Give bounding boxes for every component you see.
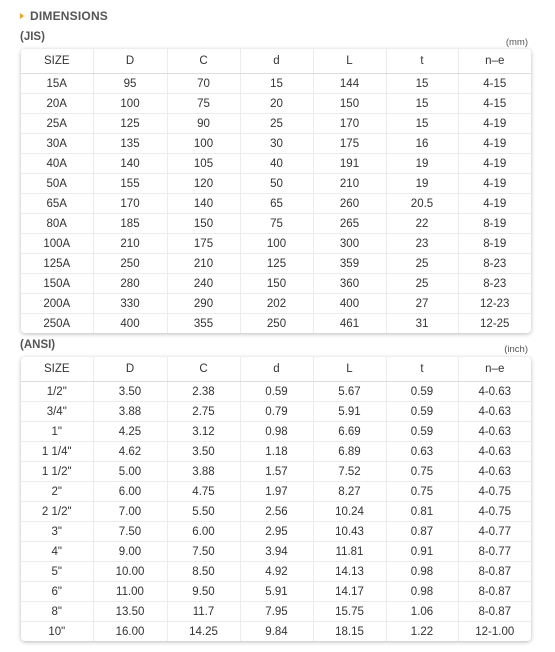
table-cell: 12-23 <box>458 294 531 314</box>
table-cell: 240 <box>167 274 240 294</box>
table-cell: 3.88 <box>93 402 167 422</box>
table-row <box>21 422 531 442</box>
table-cell: 4-19 <box>458 114 531 134</box>
table-row <box>21 154 531 174</box>
table-cell: 2.75 <box>167 402 240 422</box>
table-cell: 4-19 <box>458 134 531 154</box>
size-cell: 100A <box>21 234 93 254</box>
table-cell: 7.50 <box>93 522 167 542</box>
table-cell: 6.00 <box>167 522 240 542</box>
table-cell: 14.25 <box>167 622 240 642</box>
table-cell: 155 <box>93 174 167 194</box>
table-cell: 144 <box>313 74 386 94</box>
table-cell: 15 <box>386 114 458 134</box>
column-header: L <box>313 49 386 74</box>
table-cell: 50 <box>240 174 313 194</box>
table-cell: 120 <box>167 174 240 194</box>
table-cell: 1.18 <box>240 442 313 462</box>
table-cell: 5.91 <box>240 582 313 602</box>
column-header: D <box>93 49 167 74</box>
size-cell: 10" <box>21 622 93 642</box>
ansi-dimensions-table <box>21 357 531 641</box>
table-cell: 7.00 <box>93 502 167 522</box>
table-row <box>21 74 531 94</box>
table-cell: 100 <box>167 134 240 154</box>
table-row <box>21 94 531 114</box>
column-header: SIZE <box>21 357 93 382</box>
table-cell: 4.25 <box>93 422 167 442</box>
table-cell: 4.92 <box>240 562 313 582</box>
table-cell: 12-1.00 <box>458 622 531 642</box>
table-cell: 0.98 <box>386 582 458 602</box>
table-row <box>21 562 531 582</box>
table-cell: 15 <box>386 74 458 94</box>
size-cell: 8" <box>21 602 93 622</box>
table-cell: 3.12 <box>167 422 240 442</box>
table-cell: 9.84 <box>240 622 313 642</box>
table-cell: 4-0.75 <box>458 482 531 502</box>
page-title: DIMENSIONS <box>30 9 109 23</box>
table-cell: 125 <box>240 254 313 274</box>
table-cell: 265 <box>313 214 386 234</box>
table-cell: 20 <box>240 94 313 114</box>
table-cell: 0.81 <box>386 502 458 522</box>
column-header: L <box>313 357 386 382</box>
table-cell: 31 <box>386 314 458 334</box>
table-row <box>21 522 531 542</box>
table-cell: 90 <box>167 114 240 134</box>
jis-unit-label: (mm) <box>505 37 528 48</box>
table-cell: 210 <box>313 174 386 194</box>
column-header: d <box>240 49 313 74</box>
table-cell: 400 <box>93 314 167 334</box>
table-cell: 0.98 <box>386 562 458 582</box>
table-cell: 0.63 <box>386 442 458 462</box>
table-cell: 75 <box>167 94 240 114</box>
table-cell: 75 <box>240 214 313 234</box>
table-cell: 4-0.63 <box>458 442 531 462</box>
table-cell: 0.59 <box>386 402 458 422</box>
table-cell: 0.59 <box>386 422 458 442</box>
table-cell: 65 <box>240 194 313 214</box>
column-header: D <box>93 357 167 382</box>
ansi-unit-label: (inch) <box>504 344 528 355</box>
table-cell: 6.00 <box>93 482 167 502</box>
table-cell: 4-0.63 <box>458 462 531 482</box>
table-cell: 4-19 <box>458 194 531 214</box>
table-cell: 0.59 <box>386 382 458 402</box>
table-cell: 1.57 <box>240 462 313 482</box>
table-row <box>21 254 531 274</box>
table-row <box>21 214 531 234</box>
table-cell: 0.98 <box>240 422 313 442</box>
table-row <box>21 134 531 154</box>
table-cell: 30 <box>240 134 313 154</box>
column-header: t <box>386 357 458 382</box>
table-cell: 95 <box>93 74 167 94</box>
table-cell: 125 <box>93 114 167 134</box>
table-cell: 4-15 <box>458 94 531 114</box>
table-cell: 0.59 <box>240 382 313 402</box>
size-cell: 5" <box>21 562 93 582</box>
size-cell: 2" <box>21 482 93 502</box>
table-cell: 16 <box>386 134 458 154</box>
table-cell: 175 <box>167 234 240 254</box>
table-cell: 355 <box>167 314 240 334</box>
table-cell: 7.95 <box>240 602 313 622</box>
table-cell: 4-0.77 <box>458 522 531 542</box>
size-cell: 125A <box>21 254 93 274</box>
size-cell: 30A <box>21 134 93 154</box>
ansi-table-card <box>21 357 531 641</box>
size-cell: 50A <box>21 174 93 194</box>
size-cell: 200A <box>21 294 93 314</box>
table-cell: 12-25 <box>458 314 531 334</box>
table-cell: 0.91 <box>386 542 458 562</box>
table-cell: 20.5 <box>386 194 458 214</box>
jis-section-label: (JIS) <box>20 31 45 43</box>
size-cell: 2 1/2" <box>21 502 93 522</box>
table-cell: 5.00 <box>93 462 167 482</box>
table-cell: 25 <box>386 254 458 274</box>
table-cell: 170 <box>313 114 386 134</box>
table-row <box>21 314 531 334</box>
table-row <box>21 382 531 402</box>
table-row <box>21 482 531 502</box>
table-cell: 8.50 <box>167 562 240 582</box>
table-cell: 2.95 <box>240 522 313 542</box>
table-row <box>21 294 531 314</box>
table-cell: 3.50 <box>93 382 167 402</box>
table-cell: 4-0.63 <box>458 382 531 402</box>
table-cell: 23 <box>386 234 458 254</box>
table-cell: 5.91 <box>313 402 386 422</box>
table-row <box>21 234 531 254</box>
table-header-row <box>21 357 531 382</box>
table-cell: 7.52 <box>313 462 386 482</box>
bullet-icon <box>20 13 24 19</box>
column-header: n–e <box>458 49 531 74</box>
table-cell: 8-19 <box>458 214 531 234</box>
size-cell: 80A <box>21 214 93 234</box>
table-header-row <box>21 49 531 74</box>
table-cell: 10.24 <box>313 502 386 522</box>
table-row <box>21 502 531 522</box>
table-cell: 19 <box>386 154 458 174</box>
ansi-section-label: (ANSI) <box>20 339 56 351</box>
size-cell: 20A <box>21 94 93 114</box>
table-row <box>21 442 531 462</box>
table-cell: 2.56 <box>240 502 313 522</box>
table-cell: 11.00 <box>93 582 167 602</box>
table-cell: 210 <box>167 254 240 274</box>
table-cell: 4-15 <box>458 74 531 94</box>
size-cell: 4" <box>21 542 93 562</box>
column-header: d <box>240 357 313 382</box>
size-cell: 25A <box>21 114 93 134</box>
table-cell: 19 <box>386 174 458 194</box>
table-cell: 0.79 <box>240 402 313 422</box>
table-cell: 150 <box>240 274 313 294</box>
table-cell: 14.13 <box>313 562 386 582</box>
table-cell: 170 <box>93 194 167 214</box>
table-cell: 0.75 <box>386 482 458 502</box>
table-cell: 11.7 <box>167 602 240 622</box>
table-cell: 140 <box>93 154 167 174</box>
table-cell: 8.27 <box>313 482 386 502</box>
table-cell: 15.75 <box>313 602 386 622</box>
table-cell: 8-19 <box>458 234 531 254</box>
table-cell: 3.88 <box>167 462 240 482</box>
table-cell: 330 <box>93 294 167 314</box>
table-cell: 8-23 <box>458 274 531 294</box>
table-row <box>21 174 531 194</box>
table-cell: 150 <box>167 214 240 234</box>
table-cell: 3.50 <box>167 442 240 462</box>
table-cell: 210 <box>93 234 167 254</box>
table-cell: 290 <box>167 294 240 314</box>
table-cell: 10.43 <box>313 522 386 542</box>
table-row <box>21 274 531 294</box>
table-cell: 15 <box>386 94 458 114</box>
table-cell: 4.62 <box>93 442 167 462</box>
size-cell: 40A <box>21 154 93 174</box>
table-cell: 14.17 <box>313 582 386 602</box>
table-cell: 280 <box>93 274 167 294</box>
table-cell: 359 <box>313 254 386 274</box>
table-cell: 40 <box>240 154 313 174</box>
table-cell: 5.67 <box>313 382 386 402</box>
size-cell: 250A <box>21 314 93 334</box>
size-cell: 65A <box>21 194 93 214</box>
table-row <box>21 582 531 602</box>
table-cell: 8-0.87 <box>458 602 531 622</box>
size-cell: 6" <box>21 582 93 602</box>
table-cell: 100 <box>240 234 313 254</box>
table-cell: 10.00 <box>93 562 167 582</box>
table-cell: 1.97 <box>240 482 313 502</box>
table-cell: 0.87 <box>386 522 458 542</box>
table-cell: 4.75 <box>167 482 240 502</box>
table-cell: 202 <box>240 294 313 314</box>
size-cell: 150A <box>21 274 93 294</box>
table-row <box>21 402 531 422</box>
table-row <box>21 602 531 622</box>
table-cell: 4-0.63 <box>458 422 531 442</box>
table-cell: 18.15 <box>313 622 386 642</box>
table-cell: 5.50 <box>167 502 240 522</box>
table-row <box>21 542 531 562</box>
table-cell: 8-23 <box>458 254 531 274</box>
table-cell: 4-19 <box>458 154 531 174</box>
column-header: n–e <box>458 357 531 382</box>
table-cell: 135 <box>93 134 167 154</box>
table-cell: 2.38 <box>167 382 240 402</box>
size-cell: 1 1/2" <box>21 462 93 482</box>
table-cell: 191 <box>313 154 386 174</box>
size-cell: 3" <box>21 522 93 542</box>
table-cell: 250 <box>93 254 167 274</box>
table-cell: 9.50 <box>167 582 240 602</box>
size-cell: 1/2" <box>21 382 93 402</box>
table-cell: 4-0.75 <box>458 502 531 522</box>
table-cell: 25 <box>386 274 458 294</box>
table-cell: 11.81 <box>313 542 386 562</box>
table-cell: 8-0.87 <box>458 562 531 582</box>
table-cell: 27 <box>386 294 458 314</box>
table-cell: 400 <box>313 294 386 314</box>
table-cell: 175 <box>313 134 386 154</box>
table-cell: 25 <box>240 114 313 134</box>
table-cell: 70 <box>167 74 240 94</box>
column-header: SIZE <box>21 49 93 74</box>
table-row <box>21 194 531 214</box>
table-row <box>21 462 531 482</box>
size-cell: 15A <box>21 74 93 94</box>
table-cell: 6.89 <box>313 442 386 462</box>
size-cell: 1 1/4" <box>21 442 93 462</box>
column-header: C <box>167 49 240 74</box>
column-header: C <box>167 357 240 382</box>
table-cell: 1.22 <box>386 622 458 642</box>
table-cell: 150 <box>313 94 386 114</box>
table-cell: 185 <box>93 214 167 234</box>
table-cell: 4-19 <box>458 174 531 194</box>
table-cell: 100 <box>93 94 167 114</box>
table-cell: 8-0.77 <box>458 542 531 562</box>
table-cell: 6.69 <box>313 422 386 442</box>
table-cell: 7.50 <box>167 542 240 562</box>
table-cell: 16.00 <box>93 622 167 642</box>
table-cell: 15 <box>240 74 313 94</box>
jis-table-card <box>21 49 531 333</box>
size-cell: 1" <box>21 422 93 442</box>
table-cell: 1.06 <box>386 602 458 622</box>
jis-dimensions-table <box>21 49 531 333</box>
table-row <box>21 622 531 642</box>
table-cell: 250 <box>240 314 313 334</box>
table-cell: 300 <box>313 234 386 254</box>
table-cell: 260 <box>313 194 386 214</box>
page-heading <box>20 9 108 23</box>
table-cell: 8-0.87 <box>458 582 531 602</box>
table-row <box>21 114 531 134</box>
table-cell: 140 <box>167 194 240 214</box>
table-cell: 9.00 <box>93 542 167 562</box>
table-cell: 13.50 <box>93 602 167 622</box>
table-cell: 105 <box>167 154 240 174</box>
column-header: t <box>386 49 458 74</box>
table-cell: 360 <box>313 274 386 294</box>
table-cell: 4-0.63 <box>458 402 531 422</box>
table-cell: 22 <box>386 214 458 234</box>
table-cell: 461 <box>313 314 386 334</box>
table-cell: 0.75 <box>386 462 458 482</box>
table-cell: 3.94 <box>240 542 313 562</box>
size-cell: 3/4" <box>21 402 93 422</box>
